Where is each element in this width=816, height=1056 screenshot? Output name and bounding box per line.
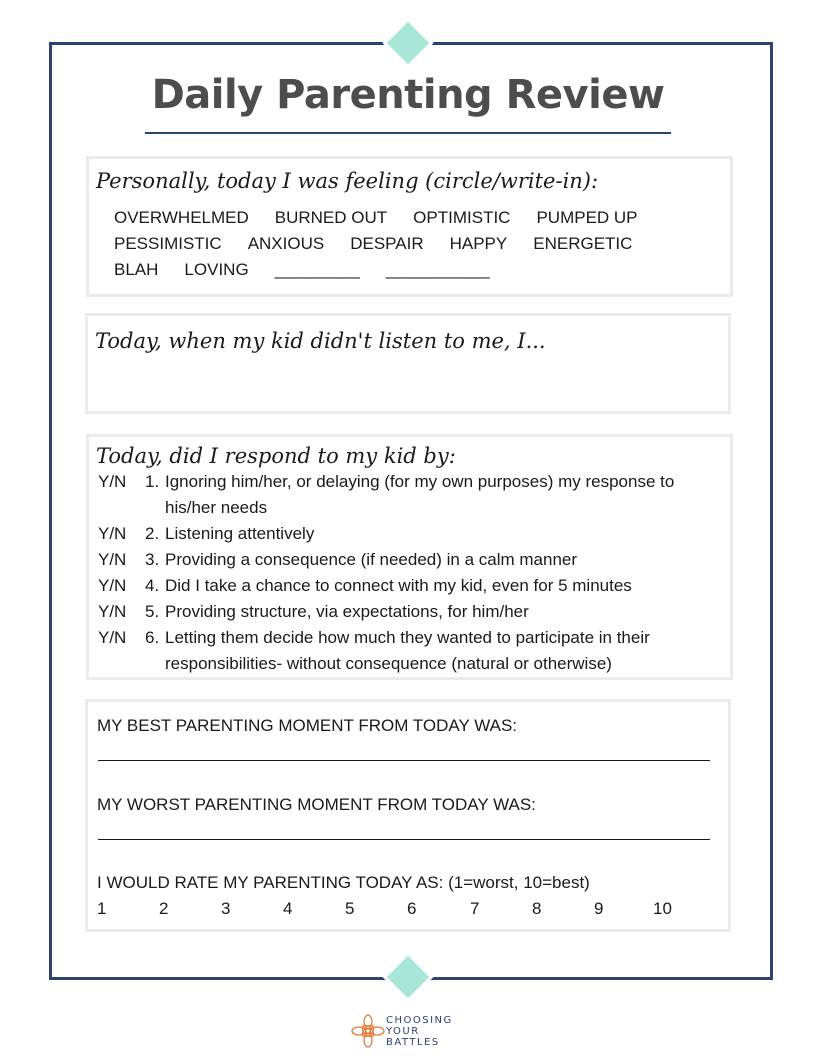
- item-text: Ignoring him/her, or delaying (for my own purposes) my response to his/her needs: [165, 472, 675, 517]
- best-moment-write-line[interactable]: [98, 760, 710, 761]
- write-in-blank[interactable]: _________: [274, 260, 360, 279]
- rating-scale: [88, 899, 728, 921]
- feelings-row-3: [114, 260, 516, 280]
- item-text: Providing structure, via expectations, for him/her: [165, 602, 529, 621]
- feeling-option[interactable]: PESSIMISTIC: [114, 234, 222, 253]
- item-text: Listening attentively: [165, 524, 315, 543]
- feeling-option[interactable]: BURNED OUT: [274, 208, 388, 227]
- page-title: Daily Parenting Review: [151, 72, 665, 118]
- listen-heading: Today, when my kid didn't listen to me, I...: [95, 329, 546, 353]
- feeling-option[interactable]: DESPAIR: [350, 234, 424, 253]
- title-divider: [145, 132, 671, 134]
- respond-item-6: [98, 625, 718, 677]
- rating-option[interactable]: 6: [407, 899, 417, 918]
- moments-section: [85, 699, 731, 932]
- yes-no-choice[interactable]: Y/N: [98, 576, 127, 595]
- respond-item-5: [98, 599, 718, 625]
- brand-logo: [351, 1012, 471, 1052]
- logo-text-line-1: CHOOSING: [386, 1015, 453, 1026]
- logo-text-line-2: YOUR: [386, 1026, 420, 1037]
- yes-no-choice[interactable]: Y/N: [98, 550, 127, 569]
- worst-moment-label: MY WORST PARENTING MOMENT FROM TODAY WAS:: [97, 795, 536, 814]
- respond-item-3: [98, 547, 718, 573]
- rating-label: I WOULD RATE MY PARENTING TODAY AS: (1=worst, 10=best): [97, 873, 590, 892]
- rating-option[interactable]: 4: [283, 899, 293, 918]
- best-moment-label: MY BEST PARENTING MOMENT FROM TODAY WAS:: [97, 716, 518, 735]
- rating-option[interactable]: 8: [532, 899, 542, 918]
- rating-option[interactable]: 5: [345, 899, 355, 918]
- yes-no-choice[interactable]: Y/N: [98, 524, 127, 543]
- feeling-option[interactable]: LOVING: [184, 260, 249, 279]
- respond-item-2: [98, 521, 718, 547]
- feeling-option[interactable]: BLAH: [114, 260, 159, 279]
- item-number: 1.: [145, 472, 160, 491]
- yes-no-choice[interactable]: Y/N: [98, 602, 127, 621]
- item-number: 4.: [145, 576, 160, 595]
- rating-option[interactable]: 1: [97, 899, 107, 918]
- rating-option[interactable]: 9: [594, 899, 604, 918]
- feelings-heading: Personally, today I was feeling (circle/write-in):: [96, 169, 599, 193]
- respond-heading: Today, did I respond to my kid by:: [96, 444, 456, 468]
- feeling-option[interactable]: OVERWHELMED: [114, 208, 249, 227]
- respond-section: [86, 434, 733, 680]
- respond-item-4: [98, 573, 718, 599]
- item-number: 6.: [145, 628, 160, 647]
- rating-option[interactable]: 10: [653, 899, 672, 918]
- yes-no-choice[interactable]: Y/N: [98, 472, 127, 491]
- listen-section[interactable]: [85, 313, 731, 414]
- item-text: Providing a consequence (if needed) in a calm manner: [165, 550, 578, 569]
- write-in-blank[interactable]: ___________: [385, 260, 490, 279]
- rating-option[interactable]: 7: [470, 899, 480, 918]
- feelings-section: [86, 156, 733, 297]
- feeling-option[interactable]: ANXIOUS: [247, 234, 325, 253]
- item-number: 5.: [145, 602, 160, 621]
- logo-text-line-3: BATTLES: [386, 1037, 440, 1048]
- item-number: 3.: [145, 550, 160, 569]
- feeling-option[interactable]: HAPPY: [449, 234, 508, 253]
- item-text: Letting them decide how much they wanted to participate in their responsibilities- without consequence (natural or otherwise): [165, 628, 650, 673]
- flower-logo-icon: [351, 1014, 385, 1048]
- feelings-row-2: [114, 234, 658, 254]
- feeling-option[interactable]: ENERGETIC: [533, 234, 633, 253]
- feeling-option[interactable]: OPTIMISTIC: [413, 208, 511, 227]
- yes-no-choice[interactable]: Y/N: [98, 628, 127, 647]
- worst-moment-write-line[interactable]: [98, 839, 710, 840]
- item-text: Did I take a chance to connect with my kid, even for 5 minutes: [165, 576, 632, 595]
- rating-option[interactable]: 2: [159, 899, 169, 918]
- respond-item-1: [98, 469, 718, 521]
- feelings-row-1: [114, 208, 664, 228]
- item-number: 2.: [145, 524, 160, 543]
- rating-option[interactable]: 3: [221, 899, 231, 918]
- feeling-option[interactable]: PUMPED UP: [536, 208, 638, 227]
